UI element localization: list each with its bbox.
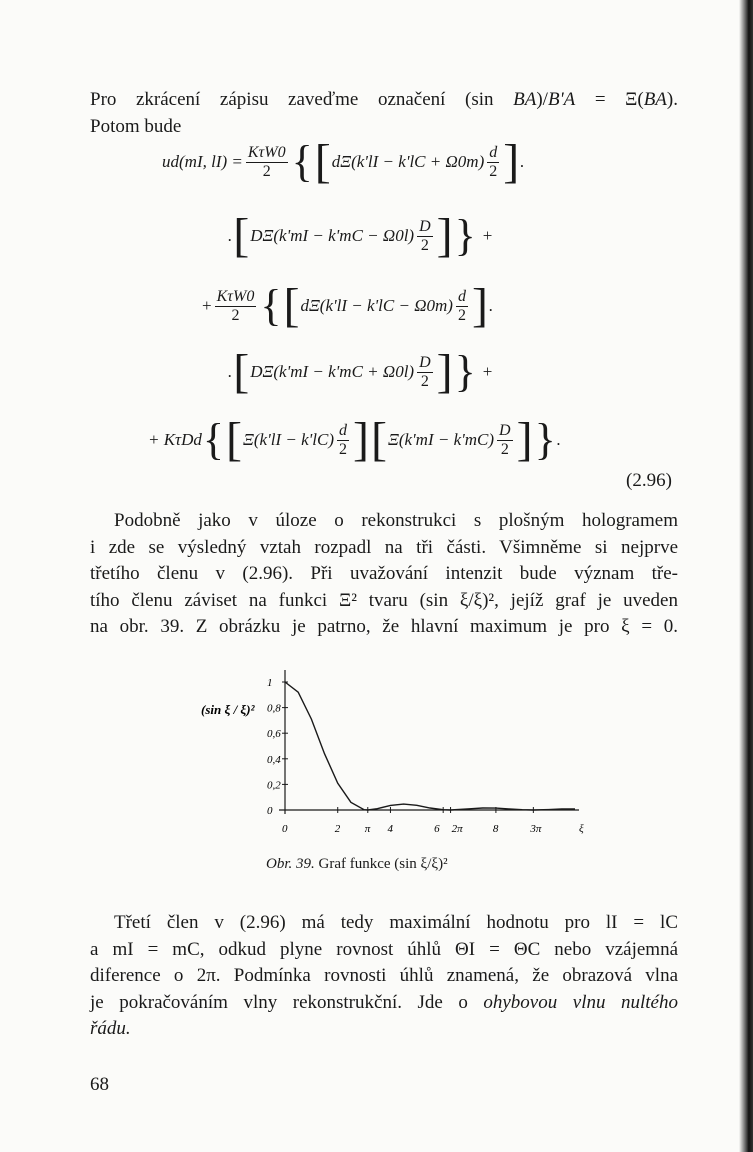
intro-line-1: Pro zkrácení zápisu zaveďme označení (sin BA)/B'A = Ξ(BA).: [90, 89, 678, 110]
chart-ylabel: (sin ξ / ξ)²: [201, 702, 255, 717]
paragraph-1: Podobně jako v úloze o rekonstrukci s plošným hologramem i zde se výsledný vztah rozpadl na tři části. Všimněme si nejprve třetího členu v (2.96). Při uvažování intenzit bude význam tře- tího členu záviset na funkci Ξ² tvaru (sin ξ/ξ)², jejíž graf je uveden na obr. 39. Z obrázku je patrno, že hlavní maximum je pro ξ = 0.: [90, 510, 678, 637]
equation-row5-coef: + KτDd: [148, 430, 202, 449]
equation-term-2: DΞ(k'mI − k'mC − Ω0l): [250, 226, 415, 245]
chart-y-tick-label: 0,2: [267, 779, 281, 792]
intro-paragraph: [90, 87, 678, 140]
chart-xlabel: ξ: [579, 823, 584, 835]
equation-number: (2.96): [626, 470, 672, 491]
chart-x-tick-label: 4: [387, 823, 393, 835]
chart-x-tick-label: 2: [334, 823, 341, 835]
chart-axes: [279, 670, 579, 814]
chart-x-tick-label: 0: [282, 823, 288, 835]
chart-x-tick-label: 6: [434, 823, 440, 835]
equation-term-1: dΞ(k'lI − k'lC + Ω0m): [331, 152, 485, 171]
equation-term-5a: Ξ(k'lI − k'lC): [243, 430, 334, 449]
page-edge-shadow: [739, 0, 753, 1152]
figure-39-chart: [195, 664, 595, 844]
figure-caption: Obr. 39. Graf funkce (sin ξ/ξ)²: [266, 856, 448, 872]
equation-lhs: ud(mI, lI) =: [162, 152, 243, 171]
page-number: 68: [90, 1074, 109, 1095]
equation-row-1: ud(mI, lI) = $\frac{\text{KτW0}}{2}$ { [ dΞ(k'lI − k'lC + Ω0m) $\frac{d}{2}$ ] .: [162, 135, 525, 188]
equation-row-5: + KτDd { [ Ξ(k'lI − k'lC) $\frac{d}{2}$ ] [ Ξ(k'mI − k'mC) $\frac{D}{2}$ ] } .: [148, 413, 561, 466]
chart-y-tick-label: 0: [267, 805, 273, 817]
chart-x-tick-label: 3π: [530, 823, 542, 835]
chart-ticks: [267, 677, 584, 835]
equation-row-4: . [ DΞ(k'mI − k'mC + Ω0l) $\frac{D}{2}$ ] } +: [228, 345, 493, 398]
chart-y-tick-label: 1: [267, 677, 273, 689]
equation-row-2: . [ DΞ(k'mI − k'mC − Ω0l) $\frac{D}{2}$ ] } +: [228, 209, 493, 262]
chart-x-tick-label: 2π: [451, 823, 463, 835]
equation-term-3: dΞ(k'lI − k'lC − Ω0m): [300, 296, 453, 315]
chart-x-tick-label: π: [364, 823, 371, 835]
intro-line-2: Potom bude: [90, 115, 182, 137]
chart-y-tick-label: 0,6: [267, 728, 281, 741]
chart-y-tick-label: 0,8: [267, 702, 281, 715]
equation-row-3: + $\frac{\text{KτW0}}{2}$ { [ dΞ(k'lI − k'lC − Ω0m) $\frac{d}{2}$ ] .: [202, 279, 494, 332]
chart-y-tick-label: 0,4: [267, 753, 281, 766]
paragraph-2: Třetí člen v (2.96) má tedy maximální hodnotu pro lI = lC a mI = mC, odkud plyne rovnost úhlů ΘI = ΘC nebo vzájemná diference o 2π. Podmínka rovnosti úhlů znamená, že obrazová vlna je pokračováním vlny rekonstrukční. Jde o ohybovou vlnu nultého řádu.: [90, 912, 678, 1039]
chart-x-tick-label: 8: [492, 823, 499, 835]
coef-fraction: $\frac{\text{KτW0}}{2}$: [247, 143, 286, 180]
equation-term-5b: Ξ(k'mI − k'mC): [387, 430, 495, 449]
chart-series-line: [285, 682, 575, 810]
equation-term-4: DΞ(k'mI − k'mC + Ω0l): [250, 362, 415, 381]
